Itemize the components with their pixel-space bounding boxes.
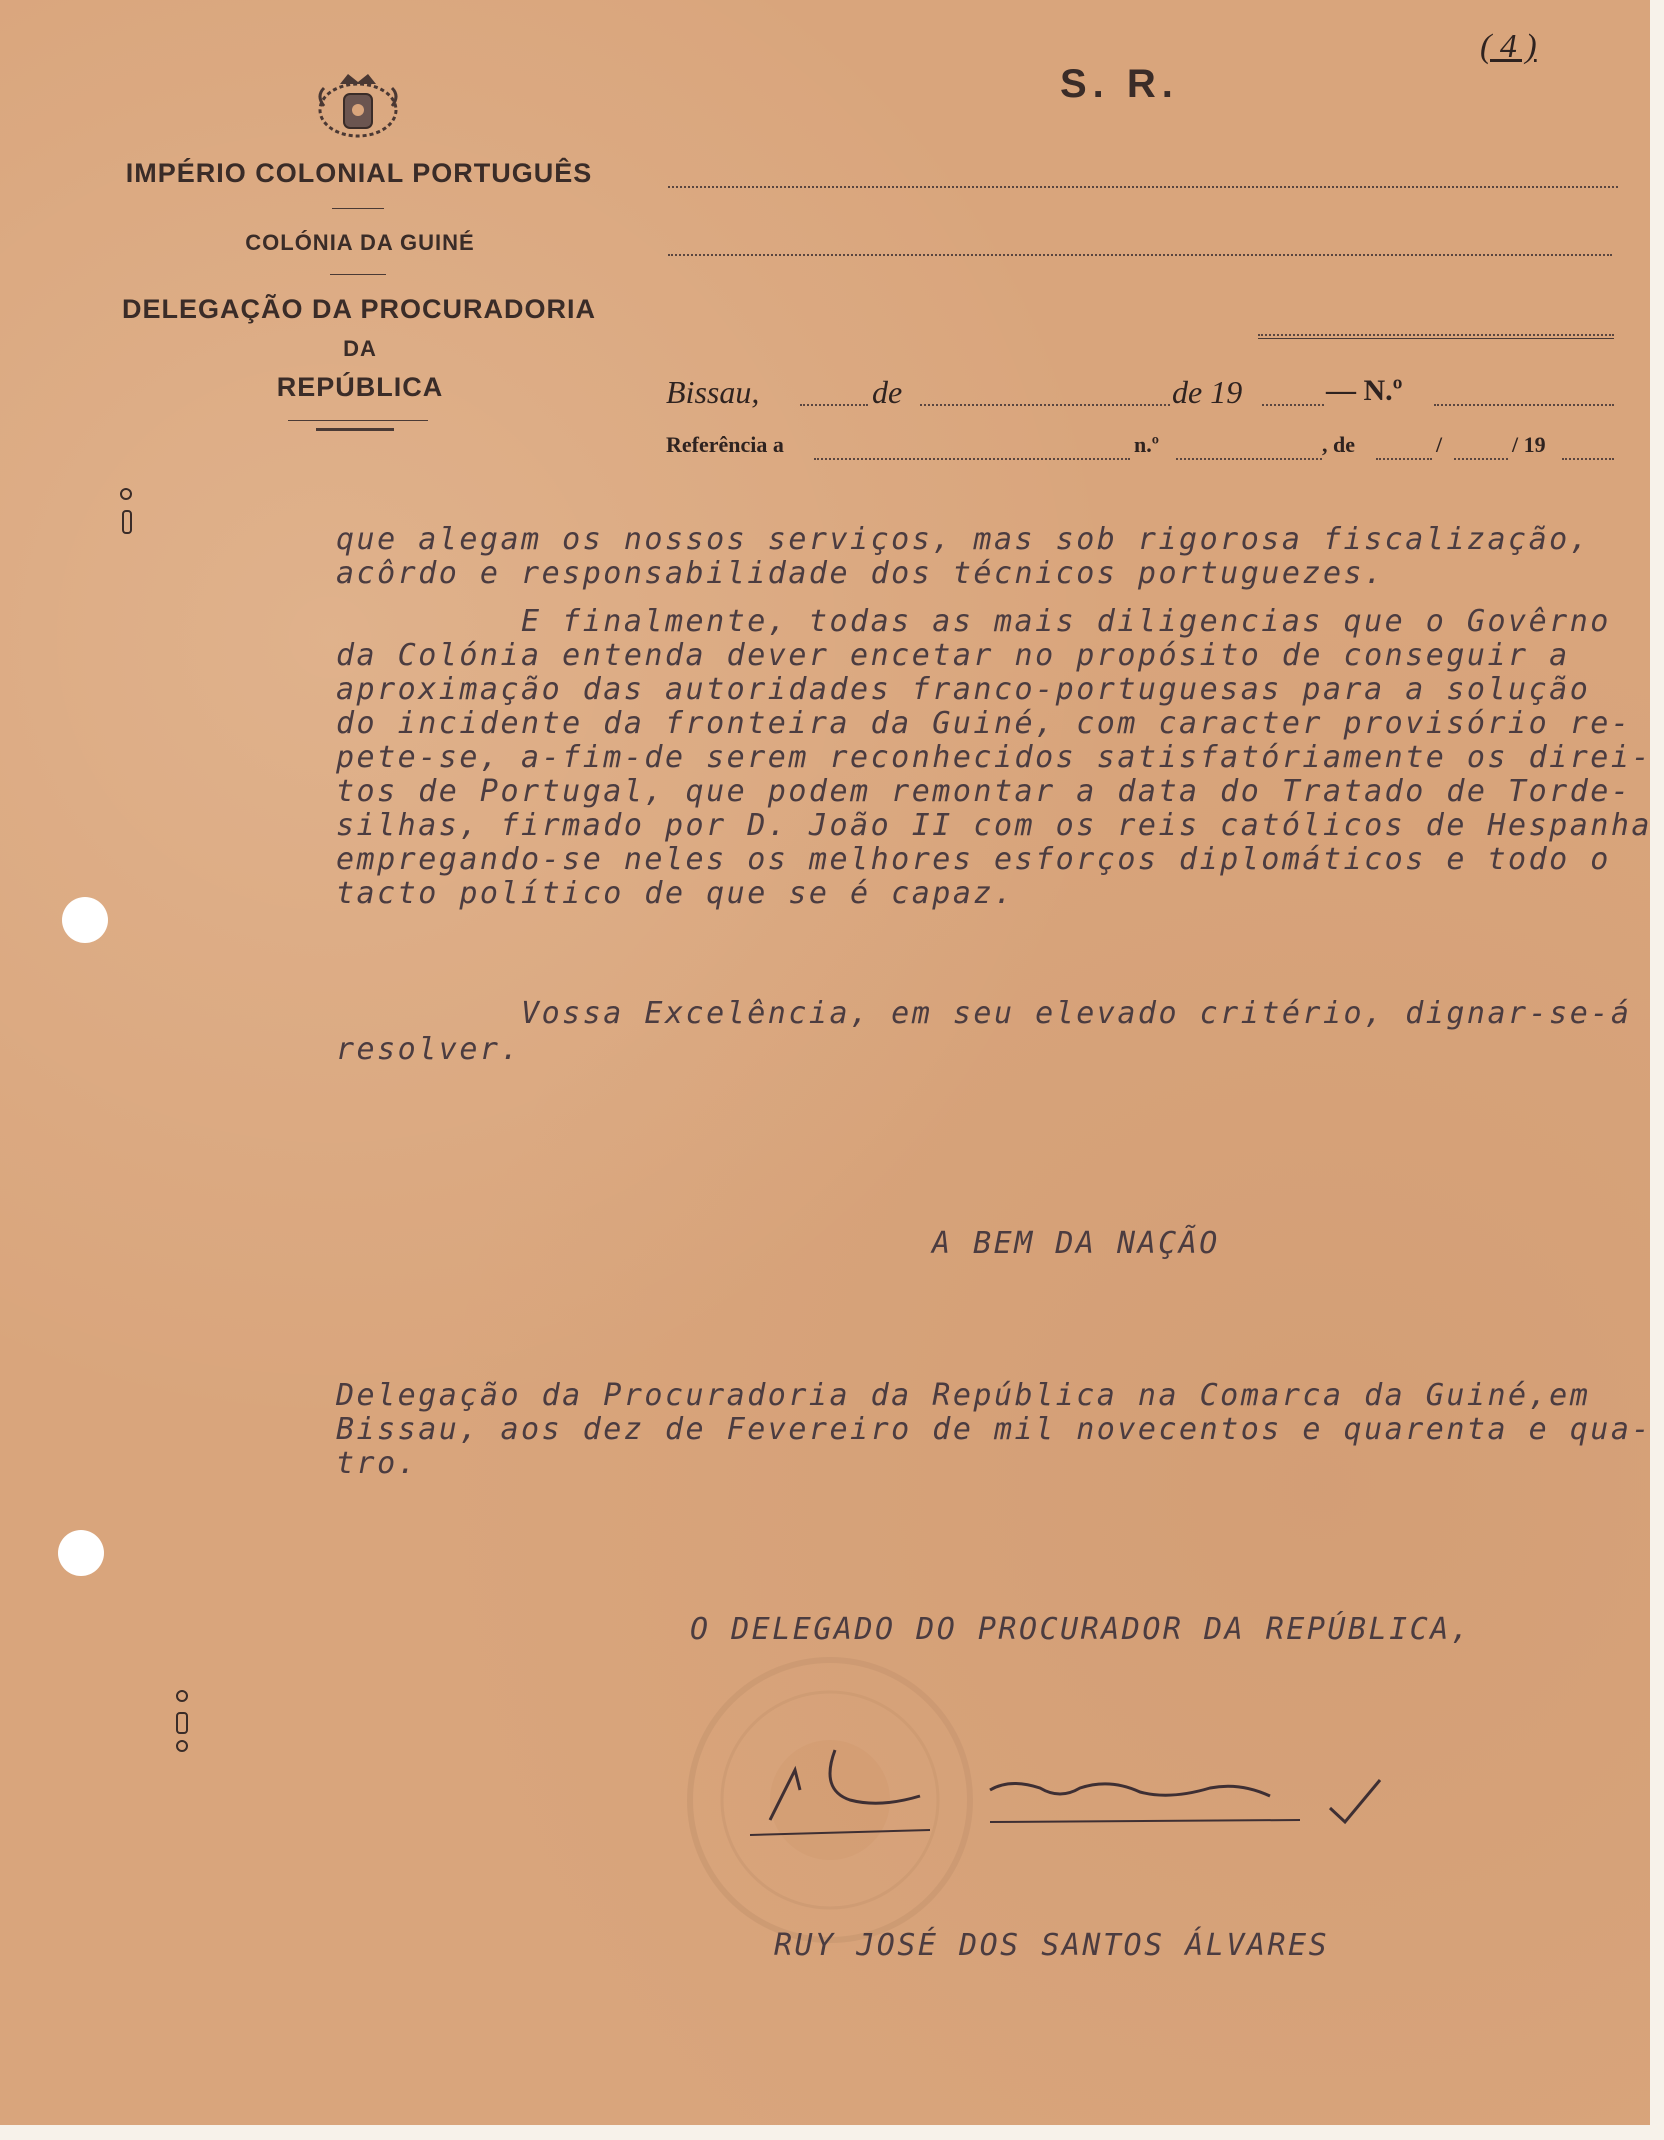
date-city: Bissau, [666,374,760,410]
reference-no-line [1176,458,1322,460]
letterhead-colony: COLÓNIA DA GUINÉ [245,230,475,255]
coat-of-arms-icon [310,66,406,144]
body-line: E finalmente, todas as mais diligencias que o Govêrno [336,604,1611,639]
body-line: aproximação das autoridades franco-portuguesas para a solução [336,672,1591,707]
date-day-line [800,404,868,406]
letterhead-empire: IMPÉRIO COLONIAL PORTUGUÊS [125,158,593,188]
body-line: tos de Portugal, que podem remontar a data do Tratado de Torde- [336,774,1632,809]
reference-line [814,458,1130,460]
letterhead-delegation: DELEGAÇÃO DA PROCURADORIA [121,294,596,324]
letterhead-republica: REPÚBLICA [276,372,444,402]
closing-line: resolver. [336,1032,522,1067]
date-year-line [1262,404,1324,406]
letterhead-da: DA [343,336,377,361]
body-line: que alegam os nossos serviços, mas sob rigorosa fiscalização, [336,522,1591,557]
place-line: Bissau, aos dez de Fevereiro de mil novecentos e quarenta e qua- [336,1412,1652,1447]
date-numero: — N.º [1326,374,1403,407]
place-line: tro. [336,1446,419,1481]
body-line: tacto político de que se é capaz. [336,876,1015,911]
date-de-1: de [872,374,903,410]
signatory-title: O DELEGADO DO PROCURADOR DA REPÚBLICA, [690,1612,1472,1647]
punch-hole [62,897,108,943]
reference-year-line [1562,458,1614,460]
motto: A BEM DA NAÇÃO [932,1226,1220,1261]
date-month-line [920,404,1170,406]
binding-mark [120,488,132,500]
signature-scribble [740,1730,1400,1850]
binding-mark [176,1690,188,1702]
divider [288,420,428,421]
reference-month-line [1454,458,1508,460]
reference-de: , de [1322,432,1355,457]
body-line: do incidente da fronteira da Guiné, com caracter provisório re- [336,706,1632,741]
place-line: Delegação da Procuradoria da República na Comarca da Guiné,em [336,1378,1591,1413]
date-number-line [1434,404,1614,406]
closing-line: Vossa Excelência, em seu elevado critério, dignar-se-á [336,996,1632,1031]
body-line: da Colónia entenda dever encetar no propósito de conseguir a [336,638,1570,673]
reference-slash: / [1436,432,1443,457]
address-line [1258,334,1614,336]
binding-mark [122,510,132,534]
divider [330,274,386,275]
divider [316,428,394,431]
page-number: ( 4 ) [1480,28,1537,65]
reference-no: n.º [1134,432,1159,457]
body-line: pete-se, a-fim-de serem reconhecidos satisfatóriamente os direi- [336,740,1652,775]
body-line: empregando-se neles os melhores esforços diplomáticos e todo o [336,842,1611,877]
sr-label: S. R. [1060,62,1179,106]
address-underline [1258,338,1614,339]
binding-mark [176,1712,188,1734]
address-line [668,254,1612,256]
punch-hole [58,1530,104,1576]
reference-year: / 19 [1512,432,1546,457]
body-line: acôrdo e responsabilidade dos técnicos portuguezes. [336,556,1385,591]
reference-label: Referência a [666,432,784,457]
reference-day-line [1376,458,1432,460]
date-de-19: de 19 [1172,374,1243,410]
address-line [668,186,1618,188]
binding-mark [176,1740,188,1752]
body-line: silhas, firmado por D. João II com os reis católicos de Hespanha [336,808,1652,843]
divider [332,208,384,209]
signatory-name: RUY JOSÉ DOS SANTOS ÁLVARES [774,1928,1330,1963]
